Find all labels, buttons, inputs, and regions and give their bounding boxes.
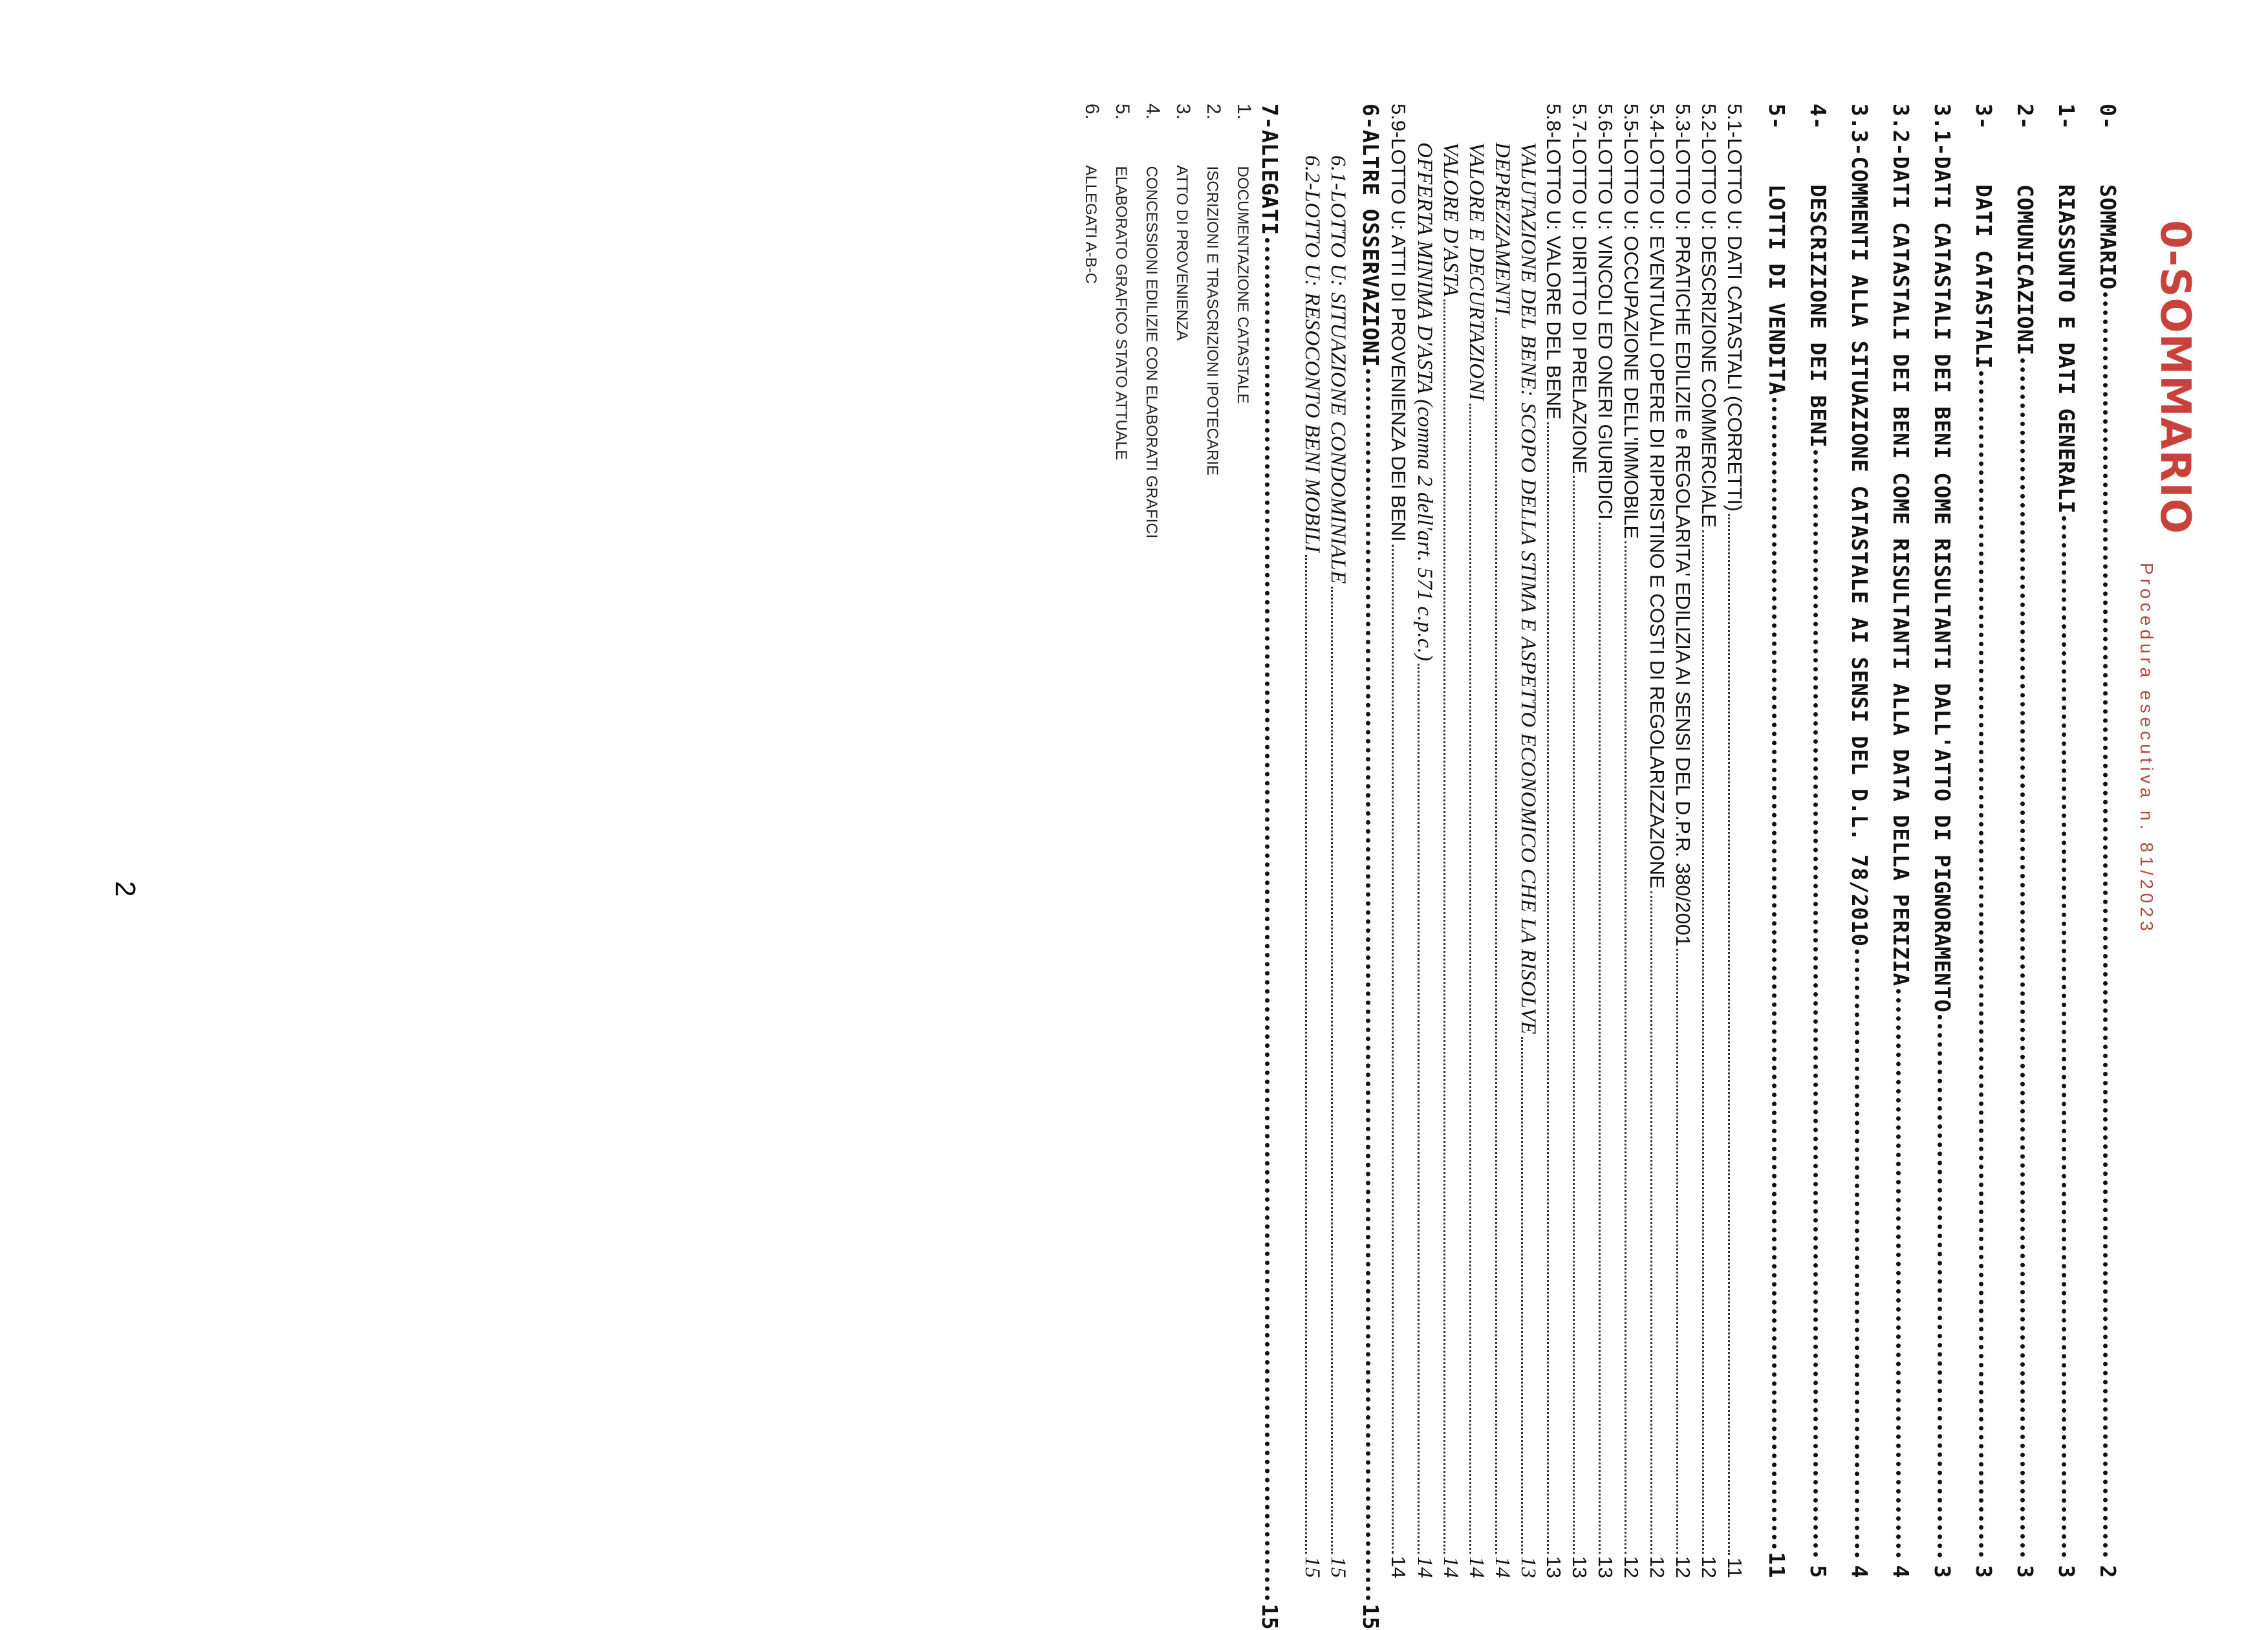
entry-page: 15 — [1326, 1556, 1350, 1578]
entry-label: OFFERTA MINIMA D'ASTA (comma 2 dell'art. 571 c.p.c.) — [1413, 142, 1436, 662]
toc-title: 0-SOMMARIO — [2151, 220, 2199, 534]
entry-page: 15 — [1257, 1603, 1282, 1630]
entry-page: 12 — [1672, 1556, 1694, 1578]
entry-page: 5 — [1806, 1565, 1831, 1578]
entry-label: 5.1-LOTTO U: DATI CATASTALI (CORRETTI) — [1723, 103, 1746, 512]
toc-entry-5 — [1764, 103, 1803, 1578]
dot-leader — [2103, 292, 2108, 1558]
entry-label: DEPREZZAMENTI — [1491, 142, 1514, 315]
entry-label: RIASSUNTO E DATI GENERALI — [2054, 184, 2079, 514]
running-header: Procedura esecutiva n. 81/2023 — [2137, 563, 2157, 935]
dot-leader — [1855, 950, 1859, 1558]
entry-label: 5.7-LOTTO U: DIRITTO DI PRELAZIONE — [1568, 103, 1591, 474]
entry-page: 13 — [1542, 1556, 1565, 1578]
entry-page: 12 — [1646, 1556, 1669, 1578]
entry-label: VALUTAZIONE DEL BENE: SCOPO DELLA STIMA E ASPETTO ECONOMICO CHE LA RISOLVE — [1517, 142, 1540, 1035]
attachment-item — [1202, 103, 1224, 475]
attachment-label: DOCUMENTAZIONE CATASTALE — [1234, 166, 1251, 404]
entry-label: 6.1-LOTTO U: SITUAZIONE CONDOMINIALE — [1326, 155, 1350, 584]
entry-page: 4 — [1847, 1565, 1872, 1578]
toc-entry-0 — [2095, 103, 2134, 1578]
entry-page: 14 — [1387, 1556, 1410, 1578]
attachment-number: 5. — [1112, 103, 1133, 120]
entry-number: 5- — [1764, 103, 1789, 130]
attachment-label: ELABORATO GRAFICO STATO ATTUALE — [1112, 166, 1130, 461]
entry-number: 1- — [2054, 103, 2079, 130]
entry-page: 12 — [1620, 1556, 1643, 1578]
toc-entry-7 — [1257, 103, 1296, 1630]
dot-leader — [2062, 516, 2066, 1558]
entry-number: 2- — [2013, 103, 2038, 130]
attachment-item — [1141, 103, 1163, 538]
dot-leader — [1305, 555, 1307, 1554]
entry-label: 6.2-LOTTO U: RESOCONTO BENI MOBILI — [1301, 155, 1324, 553]
toc-entry-1 — [2054, 103, 2093, 1578]
entry-page: 13 — [1594, 1556, 1617, 1578]
page-number: 2 — [109, 881, 141, 897]
entry-label: 5.5-LOTTO U: OCCUPAZIONE DELL'IMMOBILE — [1620, 103, 1643, 539]
attachment-number: 1. — [1233, 103, 1255, 120]
dot-leader — [1896, 989, 1901, 1558]
attachment-number: 4. — [1142, 103, 1163, 120]
dot-leader — [1938, 1015, 1942, 1558]
dot-leader — [1813, 450, 1818, 1558]
entry-label: 3.3-COMMENTI ALLA SITUAZIONE CATASTALE AI SENSI DEL D.L. 78/2010 — [1847, 103, 1872, 947]
entry-label: 3.1-DATI CATASTALI DEI BENI COME RISULTANTI DALL'ATTO DI PIGNORAMENTO — [1930, 103, 1955, 1013]
entry-label: DATI CATASTALI — [1971, 184, 1996, 369]
attachment-number: 2. — [1203, 103, 1224, 120]
attachment-label: ALLEGATI A-B-C — [1082, 165, 1099, 284]
dot-leader — [1772, 398, 1777, 1549]
entry-page: 3 — [2013, 1565, 2038, 1578]
entry-page: 15 — [1301, 1556, 1324, 1578]
table-of-contents — [323, 103, 2199, 1630]
attachment-label: CONCESSIONI EDILIZIE CON ELABORATI GRAFICI — [1143, 166, 1160, 539]
toc-entry-3-2 — [1888, 103, 1927, 1578]
entry-page: 11 — [1764, 1552, 1789, 1578]
toc-entry-4 — [1806, 103, 1844, 1578]
entry-label: COMUNICAZIONI — [2013, 184, 2038, 356]
dot-leader — [1265, 238, 1269, 1602]
entry-label: 5.4-LOTTO U: EVENTUALI OPERE DI RIPRISTINO E COSTI DI REGOLARIZZAZIONE — [1646, 103, 1669, 889]
entry-page: 14 — [1465, 1556, 1488, 1578]
entry-page: 11 — [1723, 1557, 1746, 1578]
entry-label: 5.6-LOTTO U: VINCOLI ED ONERI GIURIDICI — [1594, 103, 1617, 520]
toc-entry-2 — [2013, 103, 2051, 1578]
attachment-item — [1172, 103, 1194, 341]
entry-label: VALORE D'ASTA — [1439, 142, 1462, 297]
entry-number: 4- — [1806, 103, 1831, 130]
entry-page: 14 — [1491, 1556, 1514, 1578]
entry-page: 3 — [1971, 1565, 1996, 1578]
entry-page: 13 — [1517, 1556, 1540, 1578]
attachment-label: ATTO DI PROVENIENZA — [1173, 165, 1191, 341]
attachment-item — [1111, 103, 1133, 460]
attachment-label: ISCRIZIONI E TRASCRIZIONI IPOTECARIE — [1204, 166, 1221, 475]
entry-page: 3 — [1930, 1565, 1955, 1578]
dot-leader — [2020, 358, 2025, 1558]
attachment-item — [1081, 103, 1103, 284]
entry-page: 4 — [1888, 1565, 1914, 1578]
entry-label: 7-ALLEGATI — [1257, 103, 1282, 235]
entry-page: 14 — [1439, 1556, 1462, 1578]
entry-label: 5.2-LOTTO U: DESCRIZIONE COMMERCIALE — [1698, 103, 1720, 528]
entry-label: LOTTI DI VENDITA — [1764, 184, 1789, 395]
attachment-number: 6. — [1081, 103, 1103, 120]
entry-label: VALORE E DECURTAZIONI — [1465, 142, 1488, 401]
entry-number: 0- — [2095, 103, 2121, 130]
attachment-item — [1233, 103, 1255, 404]
entry-number: 3- — [1971, 103, 1996, 130]
toc-subentry — [1300, 155, 1339, 1578]
entry-label: 3.2-DATI CATASTALI DEI BENI COME RISULTANTI ALLA DATA DELLA PERIZIA — [1888, 103, 1914, 986]
attachment-number: 3. — [1172, 103, 1194, 120]
entry-page: 3 — [2054, 1565, 2079, 1578]
entry-page: 13 — [1568, 1556, 1591, 1578]
toc-entry-3-3 — [1847, 103, 1886, 1578]
entry-label: SOMMARIO — [2095, 184, 2121, 290]
entry-page: 14 — [1413, 1556, 1436, 1578]
dot-leader — [1979, 371, 1983, 1558]
entry-page: 2 — [2095, 1565, 2121, 1578]
entry-page: 15 — [1358, 1603, 1383, 1630]
entry-label: 5.3-LOTTO U: PRATICHE EDILIZIE e REGOLARITA' EDILIZIA AI SENSI DEL D.P.R. 380/2001 — [1672, 103, 1694, 947]
toc-entry-3-1 — [1930, 103, 1969, 1578]
entry-label: 6-ALTRE OSSERVAZIONI — [1358, 103, 1383, 367]
entry-label: DESCRIZIONE DEI BENI — [1806, 184, 1831, 448]
toc-entry-3 — [1971, 103, 2010, 1578]
entry-label: 5.8-LOTTO U: VALORE DEL BENE — [1542, 103, 1565, 420]
entry-label: 5.9-LOTTO U: ATTI DI PROVENIENZA DEI BENI — [1387, 103, 1410, 542]
dot-leader — [1366, 369, 1370, 1601]
entry-page: 12 — [1698, 1556, 1720, 1578]
